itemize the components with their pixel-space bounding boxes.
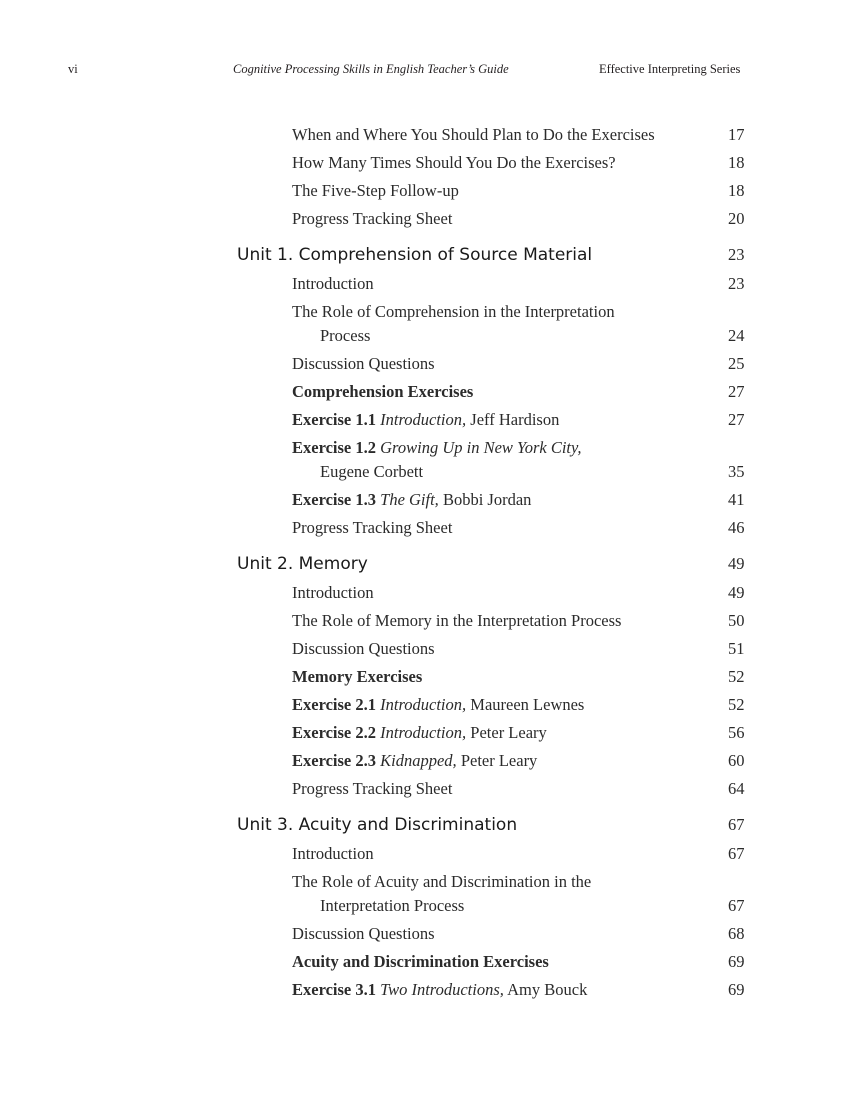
unit-heading: Unit 2. Memory 49: [237, 554, 745, 574]
page-ref: 52: [728, 667, 745, 686]
page-ref: 49: [728, 554, 745, 573]
page-ref: 23: [728, 245, 745, 264]
page-ref: 52: [728, 695, 745, 714]
toc-entry: Introduction 23: [0, 270, 850, 298]
exercise-entry: Exercise 1.2 Growing Up in New York City, Eugene Corbett 35: [0, 434, 850, 486]
toc-entry: Introduction 49: [0, 579, 850, 607]
exercise-entry: Exercise 1.3 The Gift, Bobbi Jordan 41: [0, 486, 850, 514]
page-ref: 41: [728, 490, 745, 509]
page-number: vi: [68, 62, 78, 76]
series-name: Effective Interpreting Series: [599, 62, 741, 76]
page-ref: 56: [728, 723, 745, 742]
toc-entry: Progress Tracking Sheet 20: [0, 205, 850, 233]
page-ref: 27: [728, 382, 745, 401]
page-ref: 18: [728, 181, 745, 200]
unit-heading: Unit 3. Acuity and Discrimination 67: [237, 815, 745, 835]
toc-entry: Discussion Questions 51: [0, 635, 850, 663]
page-ref: 68: [728, 924, 745, 943]
page-ref: 20: [728, 209, 745, 228]
page-ref: 69: [728, 980, 745, 999]
toc-entry: Memory Exercises 52: [0, 663, 850, 691]
toc-entry: Discussion Questions 25: [0, 350, 850, 378]
toc-entry: How Many Times Should You Do the Exercises? 18: [0, 149, 850, 177]
toc-entry: Comprehension Exercises 27: [0, 378, 850, 406]
exercise-entry: Exercise 3.1 Two Introductions, Amy Bouck 69: [0, 976, 850, 1004]
page-ref: 46: [728, 518, 745, 537]
page-ref: 25: [728, 354, 745, 373]
toc-entry: Progress Tracking Sheet 64: [0, 775, 850, 803]
page-ref: 67: [728, 844, 745, 863]
toc-entry: Introduction 67: [0, 840, 850, 868]
page-ref: 64: [728, 779, 745, 798]
page-ref: 17: [728, 125, 745, 144]
page-ref: 24: [728, 326, 745, 345]
book-title: Cognitive Processing Skills in English Teacher’s Guide: [233, 62, 509, 76]
toc-entry: When and Where You Should Plan to Do the Exercises 17: [0, 121, 850, 149]
unit-heading: Unit 1. Comprehension of Source Material 23: [237, 245, 745, 265]
exercise-entry: Exercise 1.1 Introduction, Jeff Hardison 27: [0, 406, 850, 434]
toc-entry: The Five-Step Follow-up 18: [0, 177, 850, 205]
page-ref: 35: [728, 462, 745, 481]
page-ref: 67: [728, 896, 745, 915]
page-ref: 60: [728, 751, 745, 770]
toc-entry: Acuity and Discrimination Exercises 69: [0, 948, 850, 976]
toc-entry: Progress Tracking Sheet 46: [0, 514, 850, 542]
page-ref: 23: [728, 274, 745, 293]
exercise-entry: Exercise 2.1 Introduction, Maureen Lewnes 52: [0, 691, 850, 719]
page-ref: 50: [728, 611, 745, 630]
running-header: [0, 62, 850, 82]
page-ref: 49: [728, 583, 745, 602]
exercise-entry: Exercise 2.2 Introduction, Peter Leary 56: [0, 719, 850, 747]
page-ref: 69: [728, 952, 745, 971]
toc-entry: Discussion Questions 68: [0, 920, 850, 948]
toc-entry: The Role of Memory in the Interpretation Process 50: [0, 607, 850, 635]
page-ref: 51: [728, 639, 745, 658]
page-ref: 67: [728, 815, 745, 834]
page-ref: 18: [728, 153, 745, 172]
exercise-entry: Exercise 2.3 Kidnapped, Peter Leary 60: [0, 747, 850, 775]
page-ref: 27: [728, 410, 745, 429]
toc-entry: The Role of Comprehension in the Interpretation Process 24: [0, 298, 850, 350]
table-of-contents: [0, 121, 850, 1004]
toc-entry: The Role of Acuity and Discrimination in the Interpretation Process 67: [0, 868, 850, 920]
